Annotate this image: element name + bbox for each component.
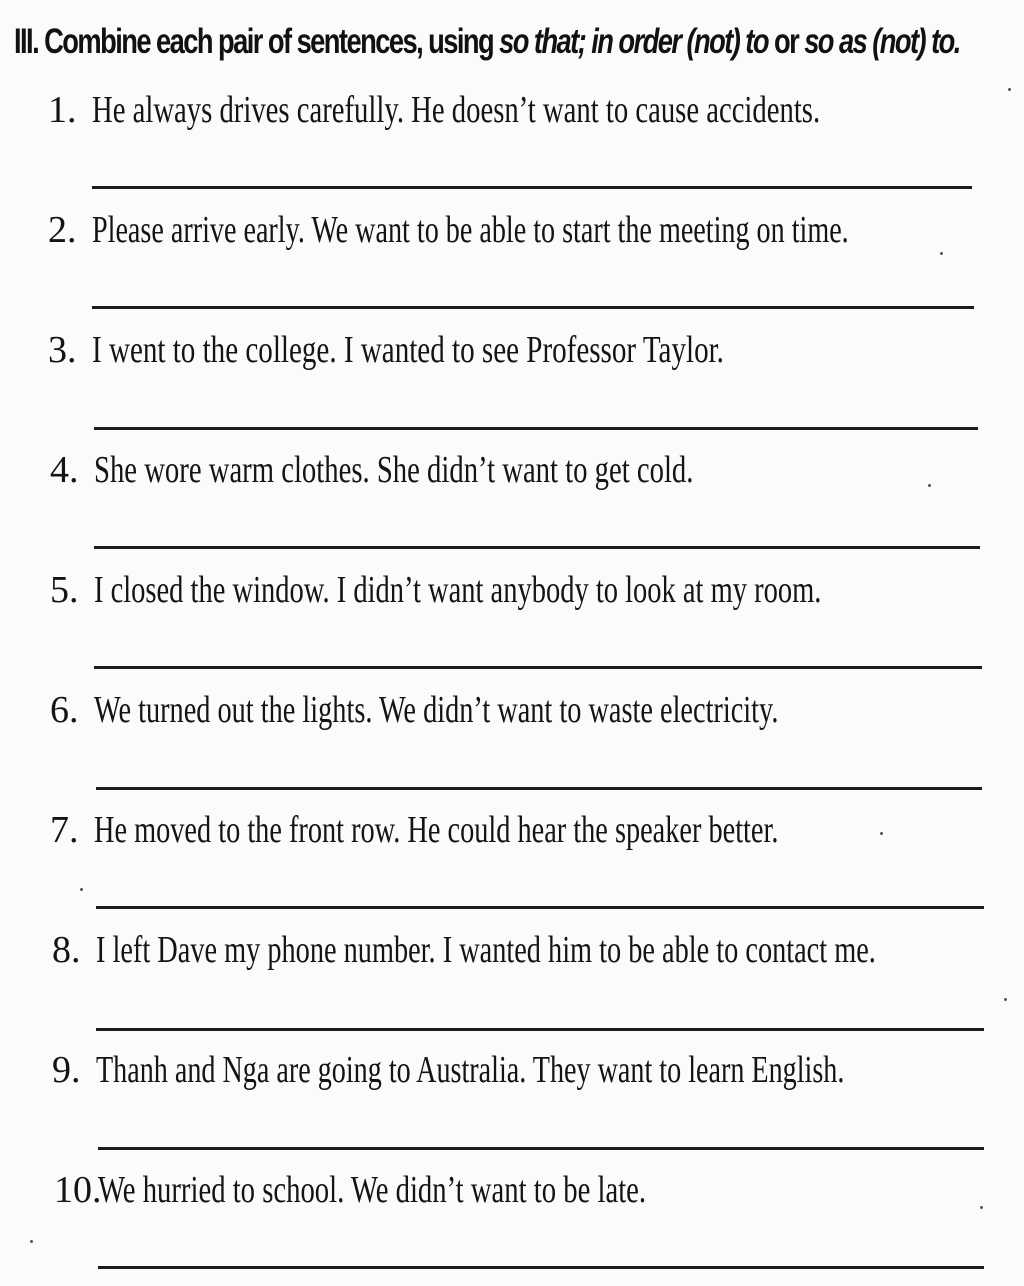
item-number: 6. (50, 689, 79, 731)
answer-line[interactable] (98, 1147, 984, 1150)
item-sentence: He moved to the front row. He could hear the speaker better. (94, 809, 779, 851)
scan-speck (928, 484, 931, 487)
item-number: 1. (48, 89, 77, 131)
item-number: 9. (52, 1049, 81, 1091)
exercise-item-10 (0, 1166, 1024, 1286)
exercise-heading (14, 18, 960, 66)
exercise-item-6 (0, 686, 1024, 806)
item-number: 4. (50, 449, 79, 491)
item-sentence: He always drives carefully. He doesn’t want to cause accidents. (92, 89, 821, 131)
exercise-item-8 (0, 926, 1024, 1046)
scan-speck (940, 252, 943, 255)
item-number: 7. (50, 809, 79, 851)
answer-line[interactable] (94, 666, 982, 669)
item-sentence: I went to the college. I wanted to see Professor Taylor. (92, 329, 724, 371)
scan-speck (980, 1206, 983, 1209)
item-sentence: She wore warm clothes. She didn’t want to get cold. (94, 449, 694, 491)
item-number: 5. (50, 569, 79, 611)
scan-speck (880, 832, 883, 835)
answer-line[interactable] (98, 1266, 984, 1269)
item-sentence: We turned out the lights. We didn’t want to waste electricity. (94, 689, 779, 731)
answer-line[interactable] (94, 546, 980, 549)
item-number: 8. (52, 929, 81, 971)
scan-speck (80, 888, 83, 891)
exercise-item-5 (0, 566, 1024, 686)
answer-line[interactable] (96, 1028, 984, 1031)
item-sentence: I closed the window. I didn’t want anybody to look at my room. (94, 569, 822, 611)
item-number: 2. (48, 209, 77, 251)
instruction-text: Combine each pair of sentences, using (44, 22, 494, 61)
answer-line[interactable] (96, 787, 982, 790)
item-number: 10. (54, 1169, 102, 1211)
instruction-option-2: so as (not) to. (804, 22, 960, 61)
exercise-item-3 (0, 326, 1024, 446)
item-number: 3. (48, 329, 77, 371)
exercise-item-1 (0, 86, 1024, 206)
answer-line[interactable] (96, 906, 984, 909)
instruction-option-1: so that; in order (not) to (499, 22, 768, 61)
scan-speck (1004, 998, 1007, 1001)
item-sentence: Thanh and Nga are going to Australia. They want to learn English. (96, 1049, 845, 1091)
answer-line[interactable] (92, 186, 972, 189)
scan-speck (30, 1240, 33, 1243)
instruction-joiner: or (773, 22, 799, 61)
item-sentence: Please arrive early. We want to be able to start the meeting on time. (92, 209, 849, 251)
scan-speck (1008, 88, 1011, 91)
exercise-item-7 (0, 806, 1024, 926)
item-sentence: We hurried to school. We didn’t want to be late. (98, 1169, 647, 1211)
answer-line[interactable] (92, 306, 974, 309)
exercise-item-2 (0, 206, 1024, 326)
item-sentence: I left Dave my phone number. I wanted him to be able to contact me. (96, 929, 876, 971)
exercise-numeral: III. (14, 22, 39, 61)
exercise-item-4 (0, 446, 1024, 566)
exercise-item-9 (0, 1046, 1024, 1166)
answer-line[interactable] (94, 427, 978, 430)
